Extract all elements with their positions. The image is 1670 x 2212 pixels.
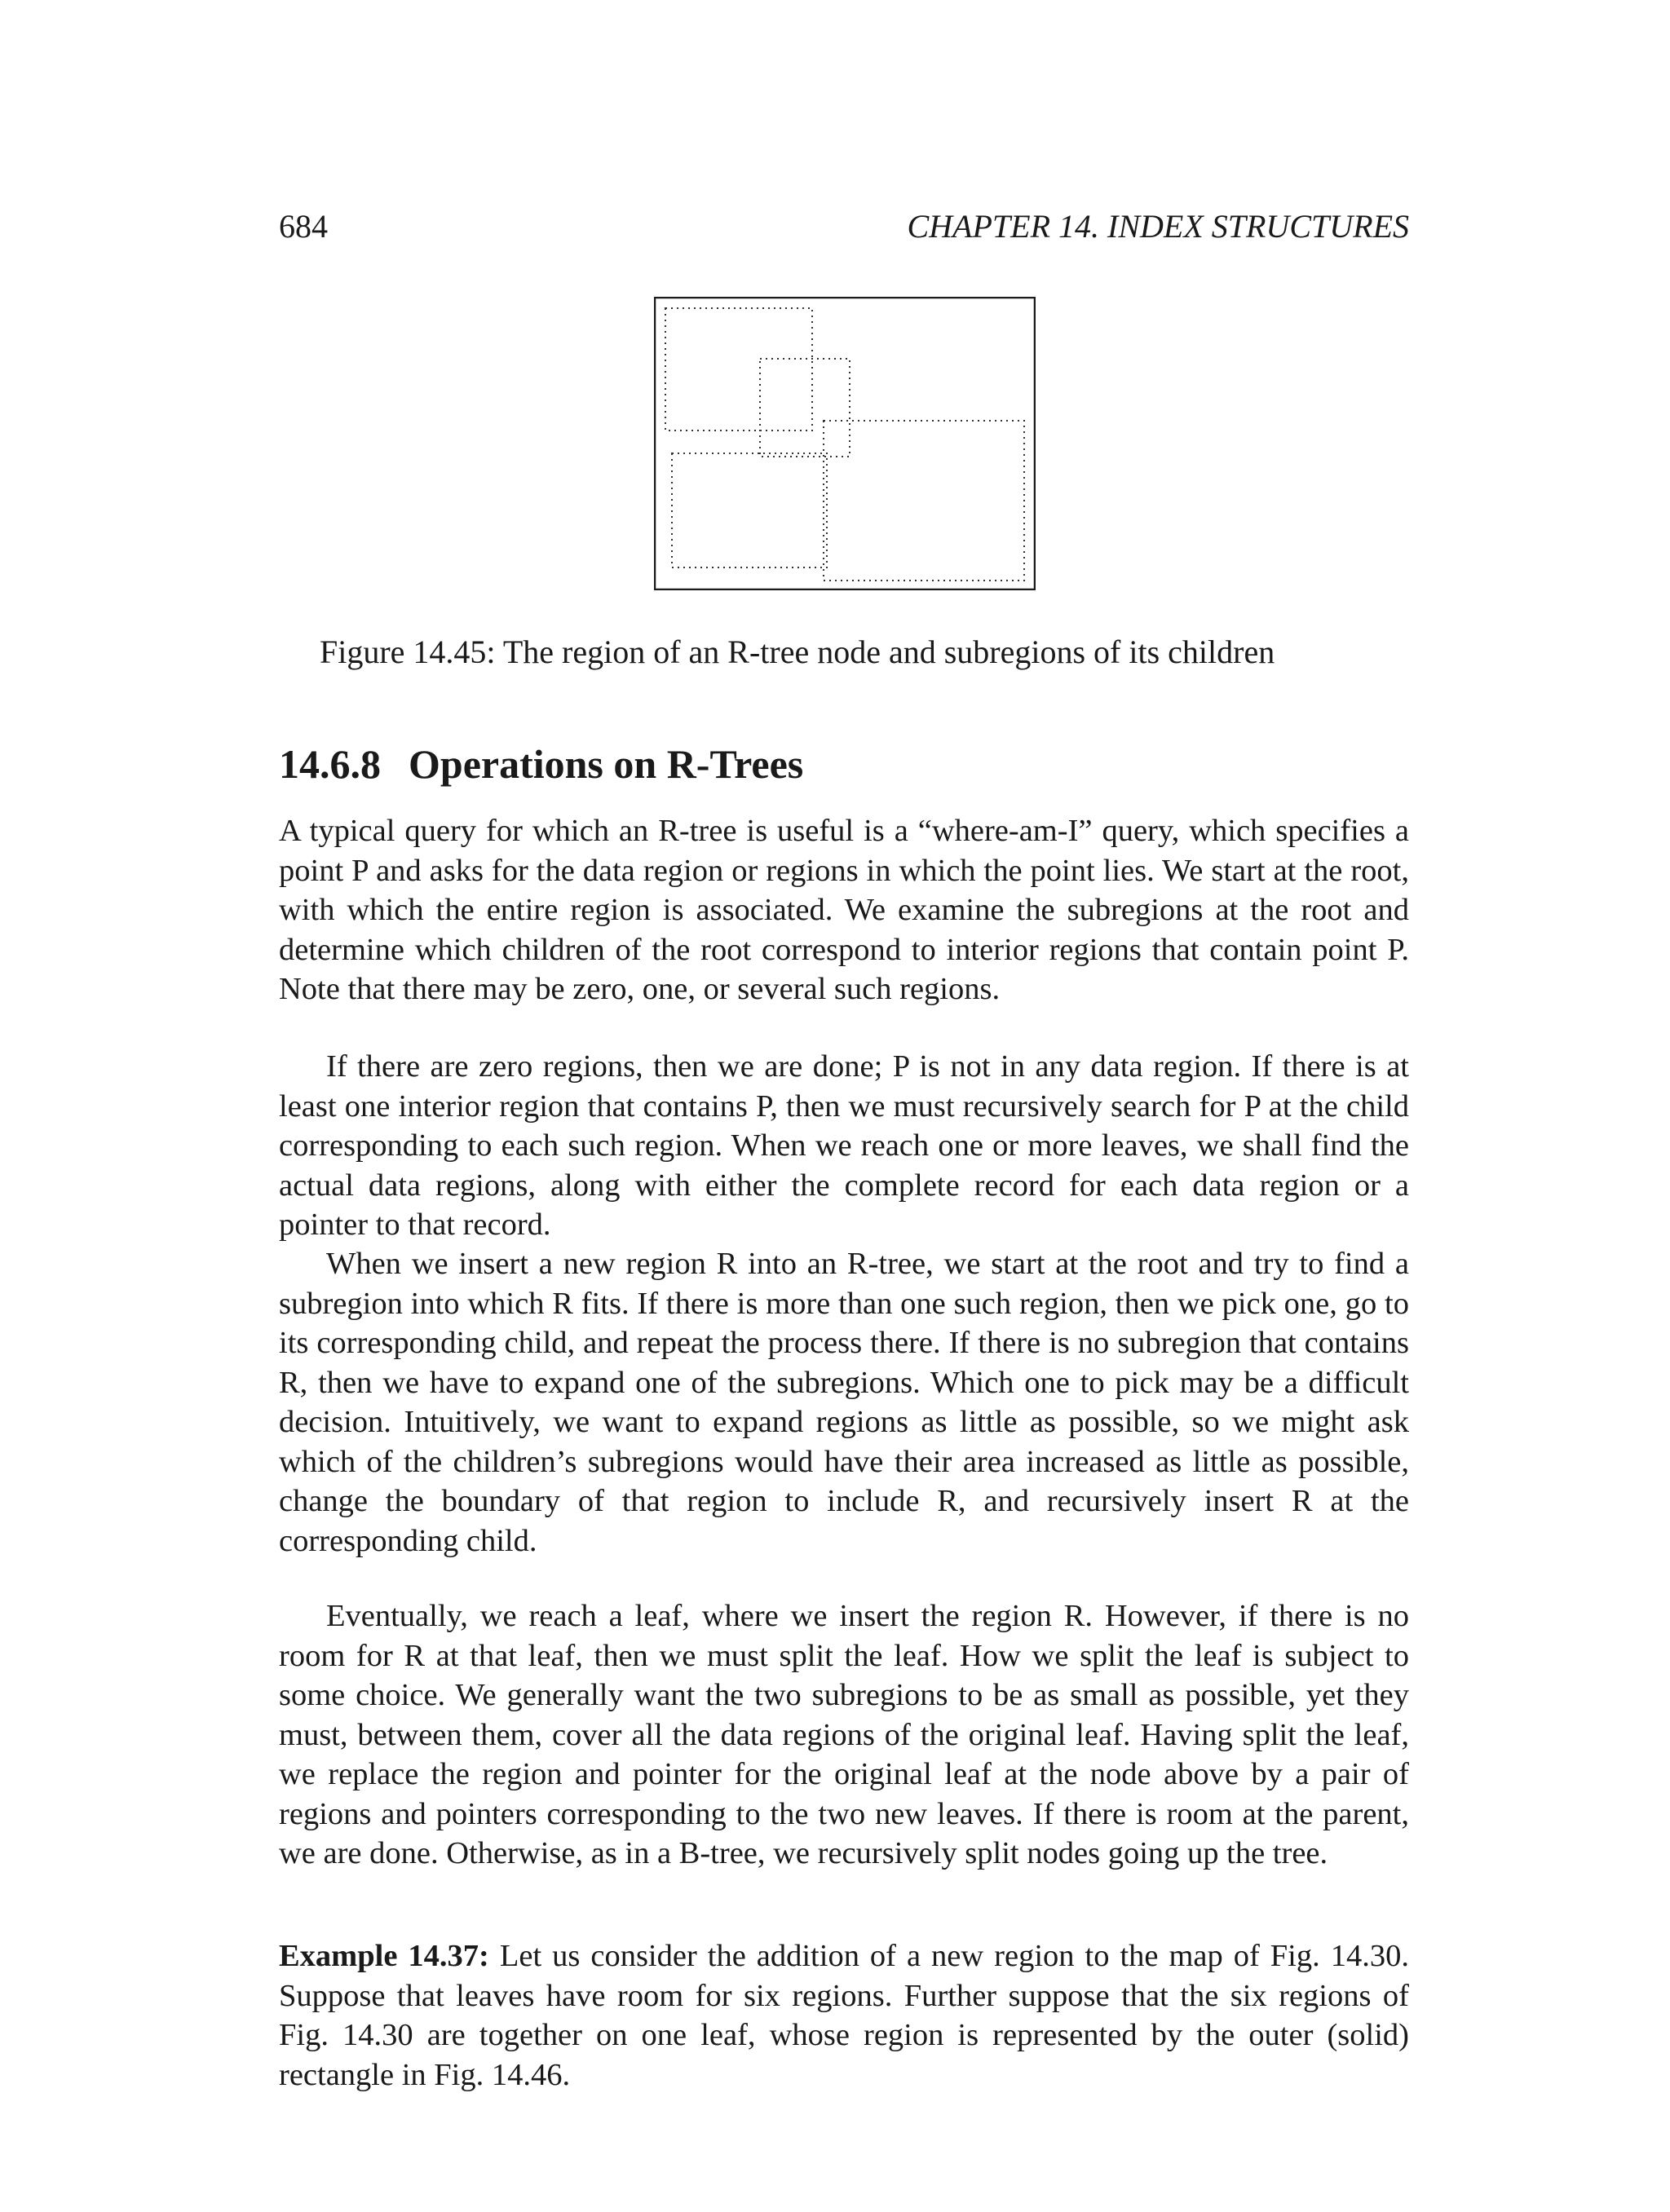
- subregion-bottom-left: [672, 453, 827, 567]
- page-number: 684: [279, 208, 328, 245]
- subregion-right: [824, 421, 1024, 581]
- section-number: 14.6.8: [279, 741, 381, 787]
- node-region-outer: [655, 298, 1035, 589]
- subregion-center: [760, 359, 850, 457]
- running-head: CHAPTER 14. INDEX STRUCTURES: [907, 208, 1409, 245]
- example-label: Example 14.37:: [279, 1939, 489, 1973]
- page-header: [279, 202, 1409, 251]
- paragraph-3: When we insert a new region R into an R-tree, we start at the root and try to find a subregion into which R fits. If there is more than one such region, then we pick one, go to its corresponding child, and repeat the process there. If there is no subregion that contains R, then we have to expand one of the subregions. Which one to pick may be a difficult decision. Intuitively, we want to expand regions as little as possible, so we might ask which of the children’s subregions would have their area increased as little as possible, change the boundary of that region to include R, and recursively insert R at the corresponding child.: [279, 1247, 1409, 1558]
- paragraph-4: Eventually, we reach a leaf, where we insert the region R. However, if there is no room for R at that leaf, then we must split the leaf. How we split the leaf is subject to some choice. We generally want the two subregions to be as small as possible, yet they must, between them, cover all the data regions of the original leaf. Having split the leaf, we replace the region and pointer for the original leaf at the node above by a pair of regions and pointers corresponding to the two new leaves. If there is room at the parent, we are done. Otherwise, as in a B-tree, we recursively split nodes going up the tree.: [279, 1599, 1409, 1870]
- subregion-top-left: [665, 308, 812, 430]
- rtree-diagram: [654, 297, 1036, 590]
- rtree-region-figure: [654, 297, 1036, 590]
- section-title: Operations on R-Trees: [409, 741, 804, 787]
- example-paragraph: [279, 1936, 1409, 2095]
- figure-caption: Figure 14.45: The region of an R-tree node and subregions of its children: [320, 634, 1275, 670]
- example-text: Let us consider the addition of a new region to the map of Fig. 14.30. Suppose that leaves have room for six regions. Further suppose that the six regions of Fig. 14.30 are together on one leaf, whose region is represented by the outer (solid) rectangle in Fig. 14.46.: [279, 1939, 1409, 2092]
- paragraph-2: If there are zero regions, then we are done; P is not in any data region. If there is at least one interior region that contains P, then we must recursively search for P at the child corresponding to each such region. When we reach one or more leaves, we shall find the actual data regions, along with either the complete record for each data region or a pointer to that record.: [279, 1049, 1409, 1242]
- paragraph-1: A typical query for which an R-tree is useful is a “where-am-I” query, which specifies a point P and asks for the data region or regions in which the point lies. We start at the root, with which the entire region is associated. We examine the subregions at the root and determine which children of the root correspond to interior regions that contain point P. Note that there may be zero, one, or several such regions.: [279, 814, 1409, 1006]
- section-heading: [279, 735, 803, 793]
